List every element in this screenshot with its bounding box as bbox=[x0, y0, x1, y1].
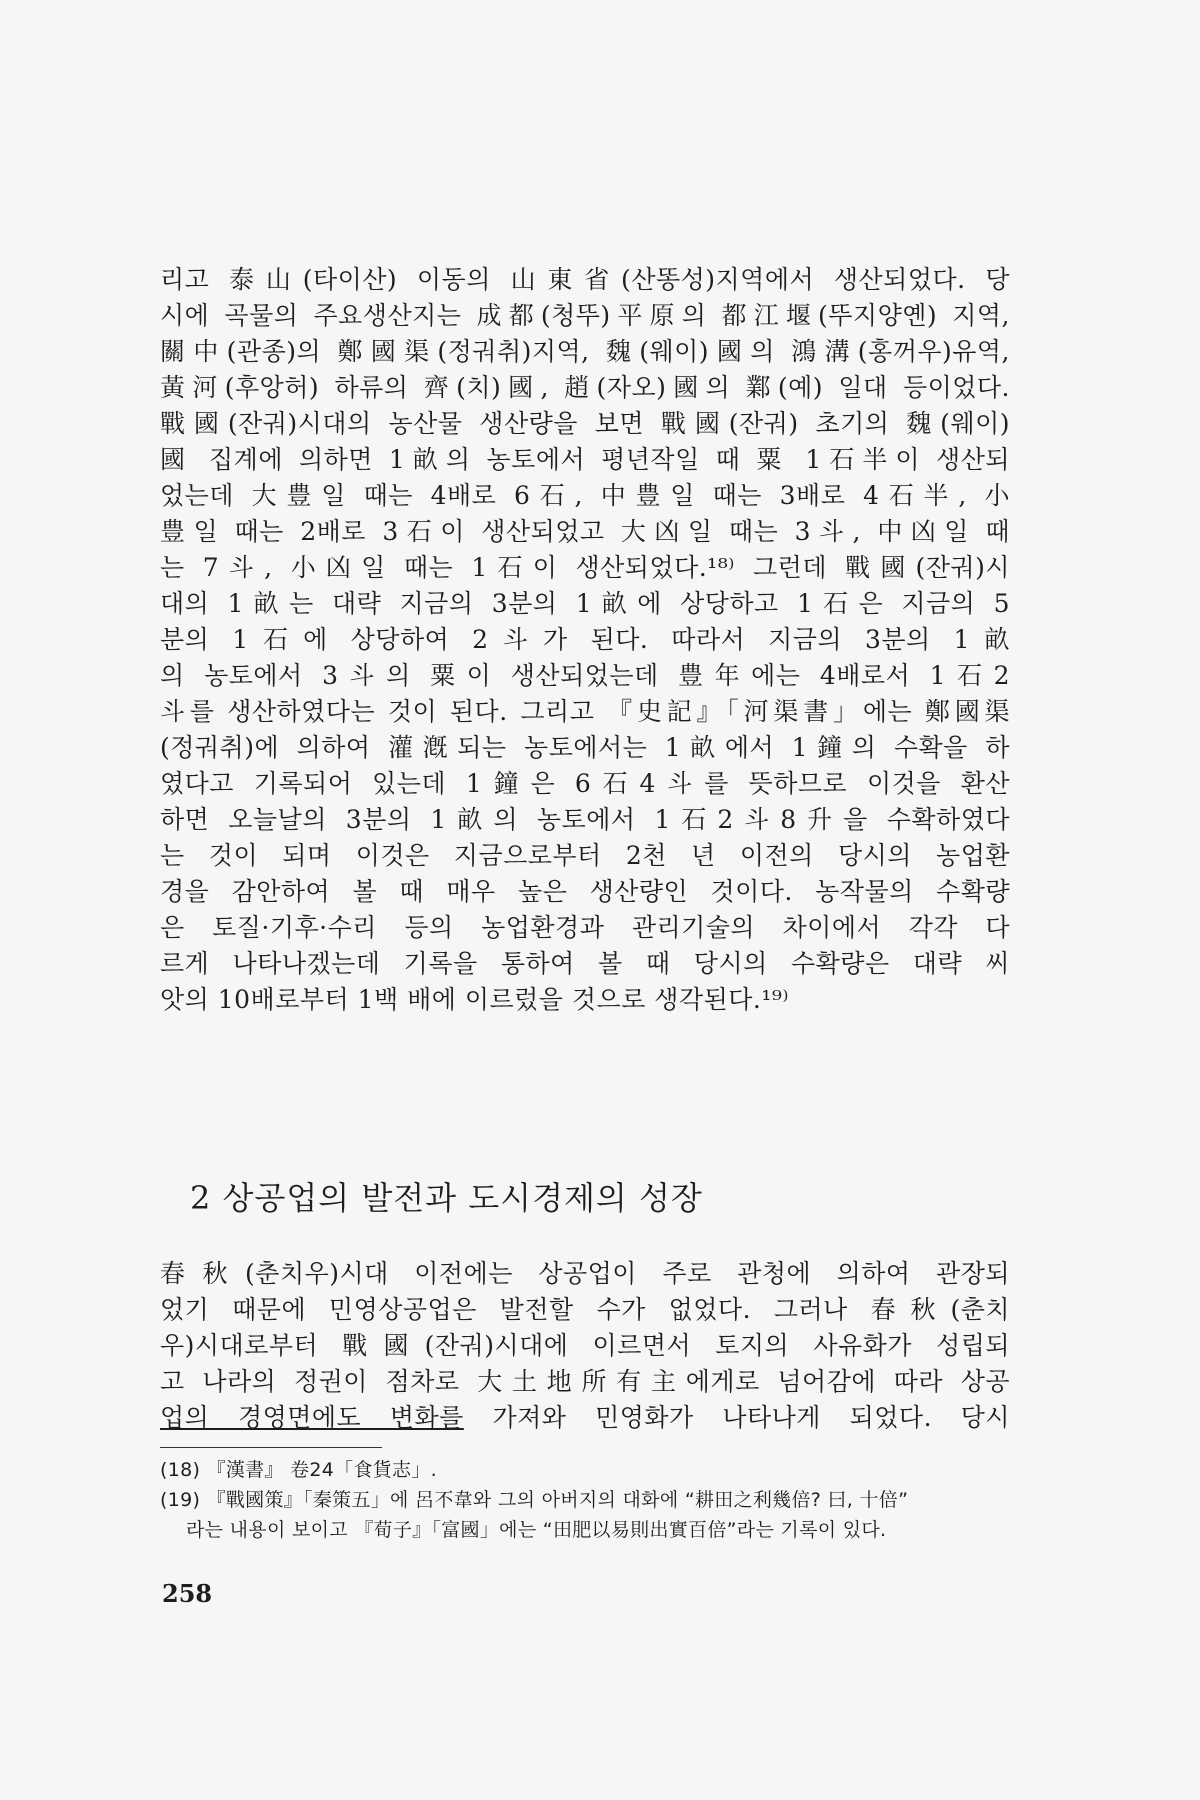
underlined-text: 업의 경영면에도 변화를 bbox=[160, 1403, 464, 1432]
text-line: 분의 1石에 상당하여 2斗가 된다. 따라서 지금의 3분의 1畝 bbox=[160, 625, 1010, 654]
footnote-19-continued: 라는 내용이 보이고 『荀子』「富國」에는 “田肥以易則出實百倍”라는 기록이 있다. bbox=[186, 1519, 887, 1541]
text-line: 었기 때문에 민영상공업은 발전할 수가 없었다. 그러나 春秋(춘치 bbox=[160, 1295, 1010, 1324]
text-line: 는 7斗, 小凶일 때는 1石이 생산되었다.¹⁸⁾ 그런데 戰國(잔궈)시 bbox=[160, 553, 1010, 582]
body-paragraph-2 bbox=[160, 1256, 1010, 1436]
section-heading: 2 상공업의 발전과 도시경제의 성장 bbox=[190, 1179, 703, 1217]
text-line: 의 농토에서 3斗의 粟이 생산되었는데 豊年에는 4배로서 1石2 bbox=[160, 661, 1010, 690]
footnote-19: (19) 『戰國策』「秦策五」에 呂不韋와 그의 아버지의 대화에 “耕田之利幾倍? 曰, 十倍” bbox=[160, 1489, 909, 1511]
text-line: 앗의 10배로부터 1백 배에 이르렀을 것으로 생각된다.¹⁹⁾ bbox=[160, 985, 790, 1014]
page-number: 258 bbox=[162, 1579, 213, 1608]
text-line: 우)시대로부터 戰國(잔궈)시대에 이르면서 토지의 사유화가 성립되 bbox=[160, 1331, 1010, 1360]
body-paragraph-1 bbox=[160, 262, 1010, 1018]
text-line: 斗를 생산하였다는 것이 된다. 그리고 『史記』「河渠書」에는 鄭國渠 bbox=[160, 697, 1010, 726]
text-line: 대의 1畝는 대략 지금의 3분의 1畝에 상당하고 1石은 지금의 5 bbox=[160, 589, 1010, 618]
text-line: 戰國(잔궈)시대의 농산물 생산량을 보면 戰國(잔궈) 초기의 魏(웨이) bbox=[160, 409, 1010, 438]
text-line: 春秋(춘치우)시대 이전에는 상공업이 주로 관청에 의하여 관장되 bbox=[160, 1259, 1010, 1288]
text-line: 었는데 大豊일 때는 4배로 6石, 中豊일 때는 3배로 4石半, 小 bbox=[160, 481, 1010, 510]
text-line: 國 집계에 의하면 1畝의 농토에서 평년작일 때 粟 1石半이 생산되 bbox=[160, 445, 1010, 474]
text-line: 고 나라의 정권이 점차로 大土地所有主에게로 넘어감에 따라 상공 bbox=[160, 1367, 1010, 1396]
text-line: (정궈취)에 의하여 灌漑되는 농토에서는 1畝에서 1鐘의 수확을 하 bbox=[160, 733, 1010, 762]
footnote-18: (18) 『漢書』 卷24「食貨志」. bbox=[160, 1459, 437, 1481]
text-segment: 가져와 민영화가 나타나게 되었다. 당시 bbox=[463, 1403, 1010, 1432]
text-line bbox=[160, 1400, 1010, 1436]
footnote-divider bbox=[160, 1447, 382, 1448]
text-line: 하면 오늘날의 3분의 1畝의 농토에서 1石2斗8升을 수확하였다 bbox=[160, 805, 1010, 834]
text-line: 리고 泰山(타이산) 이동의 山東省(산똥성)지역에서 생산되었다. 당 bbox=[160, 265, 1010, 294]
footnotes bbox=[160, 1455, 1010, 1545]
text-line: 경을 감안하여 볼 때 매우 높은 생산량인 것이다. 농작물의 수확량 bbox=[160, 877, 1010, 906]
text-line: 였다고 기록되어 있는데 1鐘은 6石4斗를 뜻하므로 이것을 환산 bbox=[160, 769, 1010, 798]
text-line: 르게 나타나겠는데 기록을 통하여 볼 때 당시의 수확량은 대략 씨 bbox=[160, 949, 1010, 978]
text-line: 는 것이 되며 이것은 지금으로부터 2천 년 이전의 당시의 농업환 bbox=[160, 841, 1010, 870]
text-line: 黃河(후앙허) 하류의 齊(치)國, 趙(자오)國의 鄴(예) 일대 등이었다. bbox=[160, 373, 1010, 402]
text-line: 시에 곡물의 주요생산지는 成都(청뚜)平原의 都江堰(뚜지양옌) 지역, bbox=[160, 301, 1010, 330]
text-line: 關中(관종)의 鄭國渠(정궈취)지역, 魏(웨이)國의 鴻溝(홍꺼우)유역, bbox=[160, 337, 1010, 366]
text-line: 은 토질·기후·수리 등의 농업환경과 관리기술의 차이에서 각각 다 bbox=[160, 913, 1010, 942]
text-line: 豊일 때는 2배로 3石이 생산되었고 大凶일 때는 3斗, 中凶일 때 bbox=[160, 517, 1010, 546]
